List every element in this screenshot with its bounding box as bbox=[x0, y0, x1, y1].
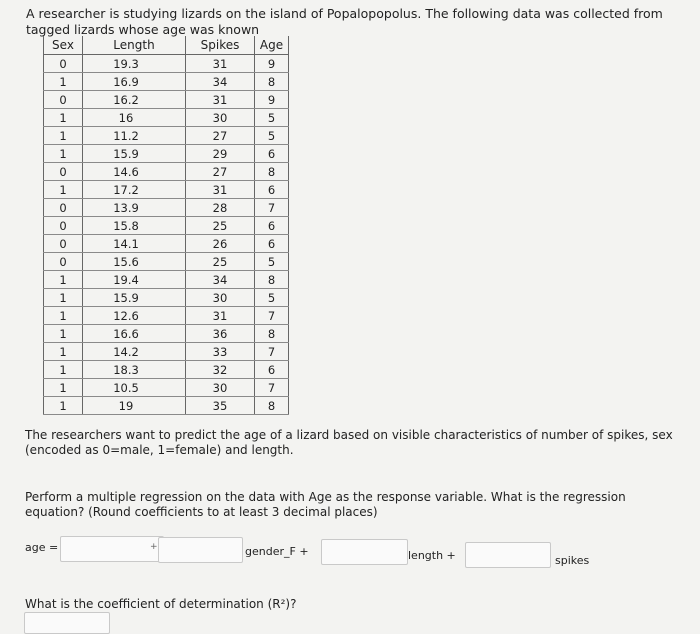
spikes-cell: 28 bbox=[186, 199, 255, 217]
table-body bbox=[44, 55, 289, 415]
sex-cell: 1 bbox=[44, 397, 83, 415]
plus-sign: + bbox=[150, 542, 158, 552]
spikes-cell: 36 bbox=[186, 325, 255, 343]
length-cell: 18.3 bbox=[83, 361, 186, 379]
table-row bbox=[44, 343, 289, 361]
length-cell: 15.9 bbox=[83, 289, 186, 307]
age-cell: 9 bbox=[255, 91, 289, 109]
table-row bbox=[44, 217, 289, 235]
length-cell: 11.2 bbox=[83, 127, 186, 145]
problem-intro: A researcher is studying lizards on the island of Popalopopolus. The following data was collected from tagged lizards whose age was known bbox=[26, 6, 663, 37]
table-row bbox=[44, 199, 289, 217]
spikes-coefficient-input[interactable] bbox=[465, 542, 551, 568]
length-cell: 16 bbox=[83, 109, 186, 127]
age-cell: 5 bbox=[255, 289, 289, 307]
sex-cell: 1 bbox=[44, 325, 83, 343]
sex-cell: 1 bbox=[44, 73, 83, 91]
age-cell: 7 bbox=[255, 379, 289, 397]
table-row bbox=[44, 235, 289, 253]
r-squared-question: What is the coefficient of determination (R²)? bbox=[25, 597, 297, 611]
gender-label: gender_F + bbox=[245, 545, 309, 558]
age-cell: 6 bbox=[255, 361, 289, 379]
age-cell: 7 bbox=[255, 343, 289, 361]
table-row bbox=[44, 145, 289, 163]
age-cell: 8 bbox=[255, 271, 289, 289]
table-row bbox=[44, 289, 289, 307]
spikes-cell: 33 bbox=[186, 343, 255, 361]
table-row bbox=[44, 271, 289, 289]
age-cell: 5 bbox=[255, 109, 289, 127]
length-cell: 16.2 bbox=[83, 91, 186, 109]
header-length: Length bbox=[83, 36, 186, 55]
length-cell: 16.6 bbox=[83, 325, 186, 343]
age-cell: 9 bbox=[255, 55, 289, 73]
table-row bbox=[44, 91, 289, 109]
spikes-cell: 34 bbox=[186, 271, 255, 289]
header-sex: Sex bbox=[44, 36, 83, 55]
spikes-cell: 26 bbox=[186, 235, 255, 253]
length-cell: 19.3 bbox=[83, 55, 186, 73]
age-cell: 7 bbox=[255, 199, 289, 217]
table-row bbox=[44, 307, 289, 325]
table-row bbox=[44, 325, 289, 343]
sex-cell: 0 bbox=[44, 199, 83, 217]
length-cell: 15.6 bbox=[83, 253, 186, 271]
length-cell: 14.2 bbox=[83, 343, 186, 361]
sex-cell: 1 bbox=[44, 145, 83, 163]
length-cell: 19 bbox=[83, 397, 186, 415]
lizard-data-table bbox=[43, 36, 289, 415]
age-cell: 6 bbox=[255, 235, 289, 253]
gender-coefficient-input[interactable] bbox=[158, 537, 243, 563]
spikes-cell: 25 bbox=[186, 217, 255, 235]
sex-cell: 0 bbox=[44, 253, 83, 271]
sex-cell: 1 bbox=[44, 307, 83, 325]
sex-cell: 0 bbox=[44, 235, 83, 253]
length-label: length + bbox=[408, 549, 456, 562]
sex-cell: 0 bbox=[44, 91, 83, 109]
age-cell: 8 bbox=[255, 325, 289, 343]
spikes-label: spikes bbox=[555, 554, 590, 567]
age-cell: 5 bbox=[255, 127, 289, 145]
age-cell: 6 bbox=[255, 181, 289, 199]
sex-cell: 1 bbox=[44, 379, 83, 397]
sex-cell: 1 bbox=[44, 343, 83, 361]
spikes-cell: 29 bbox=[186, 145, 255, 163]
sex-cell: 1 bbox=[44, 127, 83, 145]
spikes-cell: 34 bbox=[186, 73, 255, 91]
age-cell: 8 bbox=[255, 397, 289, 415]
age-cell: 6 bbox=[255, 217, 289, 235]
sex-cell: 0 bbox=[44, 163, 83, 181]
table-row bbox=[44, 253, 289, 271]
length-cell: 14.6 bbox=[83, 163, 186, 181]
spikes-cell: 35 bbox=[186, 397, 255, 415]
header-age: Age bbox=[255, 36, 289, 55]
header-spikes: Spikes bbox=[186, 36, 255, 55]
sex-cell: 1 bbox=[44, 289, 83, 307]
age-cell: 8 bbox=[255, 73, 289, 91]
sex-cell: 0 bbox=[44, 217, 83, 235]
table-row bbox=[44, 379, 289, 397]
length-cell: 15.9 bbox=[83, 145, 186, 163]
spikes-cell: 31 bbox=[186, 55, 255, 73]
length-cell: 17.2 bbox=[83, 181, 186, 199]
age-cell: 7 bbox=[255, 307, 289, 325]
length-cell: 12.6 bbox=[83, 307, 186, 325]
sex-cell: 1 bbox=[44, 109, 83, 127]
spikes-cell: 31 bbox=[186, 181, 255, 199]
table-row bbox=[44, 397, 289, 415]
length-cell: 10.5 bbox=[83, 379, 186, 397]
length-cell: 19.4 bbox=[83, 271, 186, 289]
length-cell: 13.9 bbox=[83, 199, 186, 217]
table-row bbox=[44, 109, 289, 127]
spikes-cell: 31 bbox=[186, 307, 255, 325]
regression-equation-row bbox=[25, 534, 695, 574]
table-row bbox=[44, 163, 289, 181]
length-cell: 14.1 bbox=[83, 235, 186, 253]
spikes-cell: 30 bbox=[186, 289, 255, 307]
age-cell: 8 bbox=[255, 163, 289, 181]
spikes-cell: 27 bbox=[186, 127, 255, 145]
table-row bbox=[44, 55, 289, 73]
age-equals-label: age = bbox=[25, 541, 59, 554]
spikes-cell: 30 bbox=[186, 109, 255, 127]
length-cell: 15.8 bbox=[83, 217, 186, 235]
predict-description: The researchers want to predict the age of a lizard based on visible characteristics of number of spikes, sex (encoded as 0=male, 1=female) and length. bbox=[25, 428, 673, 457]
spikes-cell: 30 bbox=[186, 379, 255, 397]
age-cell: 6 bbox=[255, 145, 289, 163]
sex-cell: 1 bbox=[44, 271, 83, 289]
r-squared-input[interactable] bbox=[24, 612, 110, 634]
sex-cell: 1 bbox=[44, 361, 83, 379]
regression-question: Perform a multiple regression on the data with Age as the response variable. What is the regression equation? (Round coefficients to at least 3 decimal places) bbox=[25, 490, 626, 519]
age-cell: 5 bbox=[255, 253, 289, 271]
sex-cell: 1 bbox=[44, 181, 83, 199]
length-coefficient-input[interactable] bbox=[321, 539, 408, 565]
table-header-row bbox=[44, 36, 289, 55]
spikes-cell: 27 bbox=[186, 163, 255, 181]
table-row bbox=[44, 181, 289, 199]
intercept-input[interactable] bbox=[60, 536, 164, 562]
spikes-cell: 25 bbox=[186, 253, 255, 271]
table-row bbox=[44, 73, 289, 91]
length-cell: 16.9 bbox=[83, 73, 186, 91]
spikes-cell: 31 bbox=[186, 91, 255, 109]
sex-cell: 0 bbox=[44, 55, 83, 73]
spikes-cell: 32 bbox=[186, 361, 255, 379]
table-row bbox=[44, 361, 289, 379]
table-row bbox=[44, 127, 289, 145]
